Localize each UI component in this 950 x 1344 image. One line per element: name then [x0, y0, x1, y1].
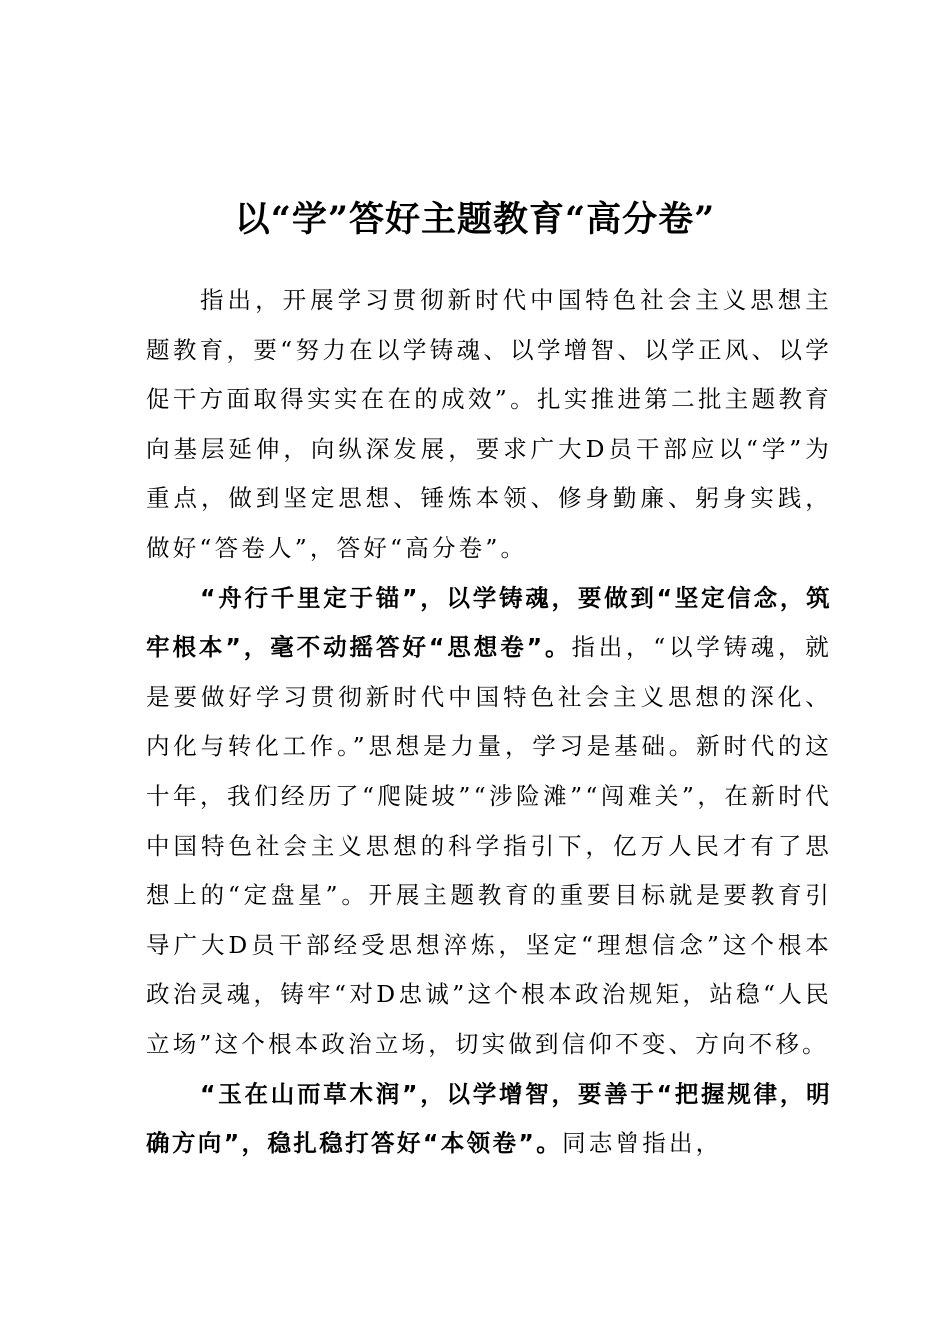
page-title: 以“学”答好主题教育“高分卷”	[234, 199, 716, 241]
paragraph-lead: “舟行千里定于锚”，以学铸魂，要做到“坚定信念，筑牢根本”，毫不动摇答好“思想卷”。	[146, 583, 832, 662]
article-body	[146, 276, 832, 1169]
paragraph-text: 指出，“以学铸魂，就是要做好学习贯彻新时代中国特色社会主义思想的深化、内化与转化工作。”思想是力量，学习是基础。新时代的这十年，我们经历了“爬陡坡”“涉险滩”“闯难关”，在新时代中国特色社会主义思想的科学指引下，亿万人民才有了思想上的“定盘星”。开展主题教育的重要目标就是要教育引导广大D员干部经受思想淬炼，坚定“理想信念”这个根本政治灵魂，铸牢“对D忠诚”这个根本政治规矩，站稳“人民立场”这个根本政治立场，切实做到信仰不变、方向不移。	[146, 633, 832, 1058]
paragraph-lead: “玉在山而草木润”，以学增智，要善于“把握规律，明确方向”，稳扎稳打答好“本领卷”。	[146, 1079, 832, 1158]
paragraph-text: 指出，开展学习贯彻新时代中国特色社会主义思想主题教育，要“努力在以学铸魂、以学增智、以学正风、以学促干方面取得实实在在的成效”。扎实推进第二批主题教育向基层延伸，向纵深发展，要求广大D员干部应以“学”为重点，做到坚定思想、锤炼本领、修身勤廉、躬身实践，做好“答卷人”，答好“高分卷”。	[146, 286, 832, 562]
paragraph-intro	[146, 276, 832, 574]
paragraph-text: 同志曾指出，	[562, 1129, 723, 1158]
paragraph-thought	[146, 574, 832, 1070]
paragraph-ability	[146, 1070, 832, 1169]
